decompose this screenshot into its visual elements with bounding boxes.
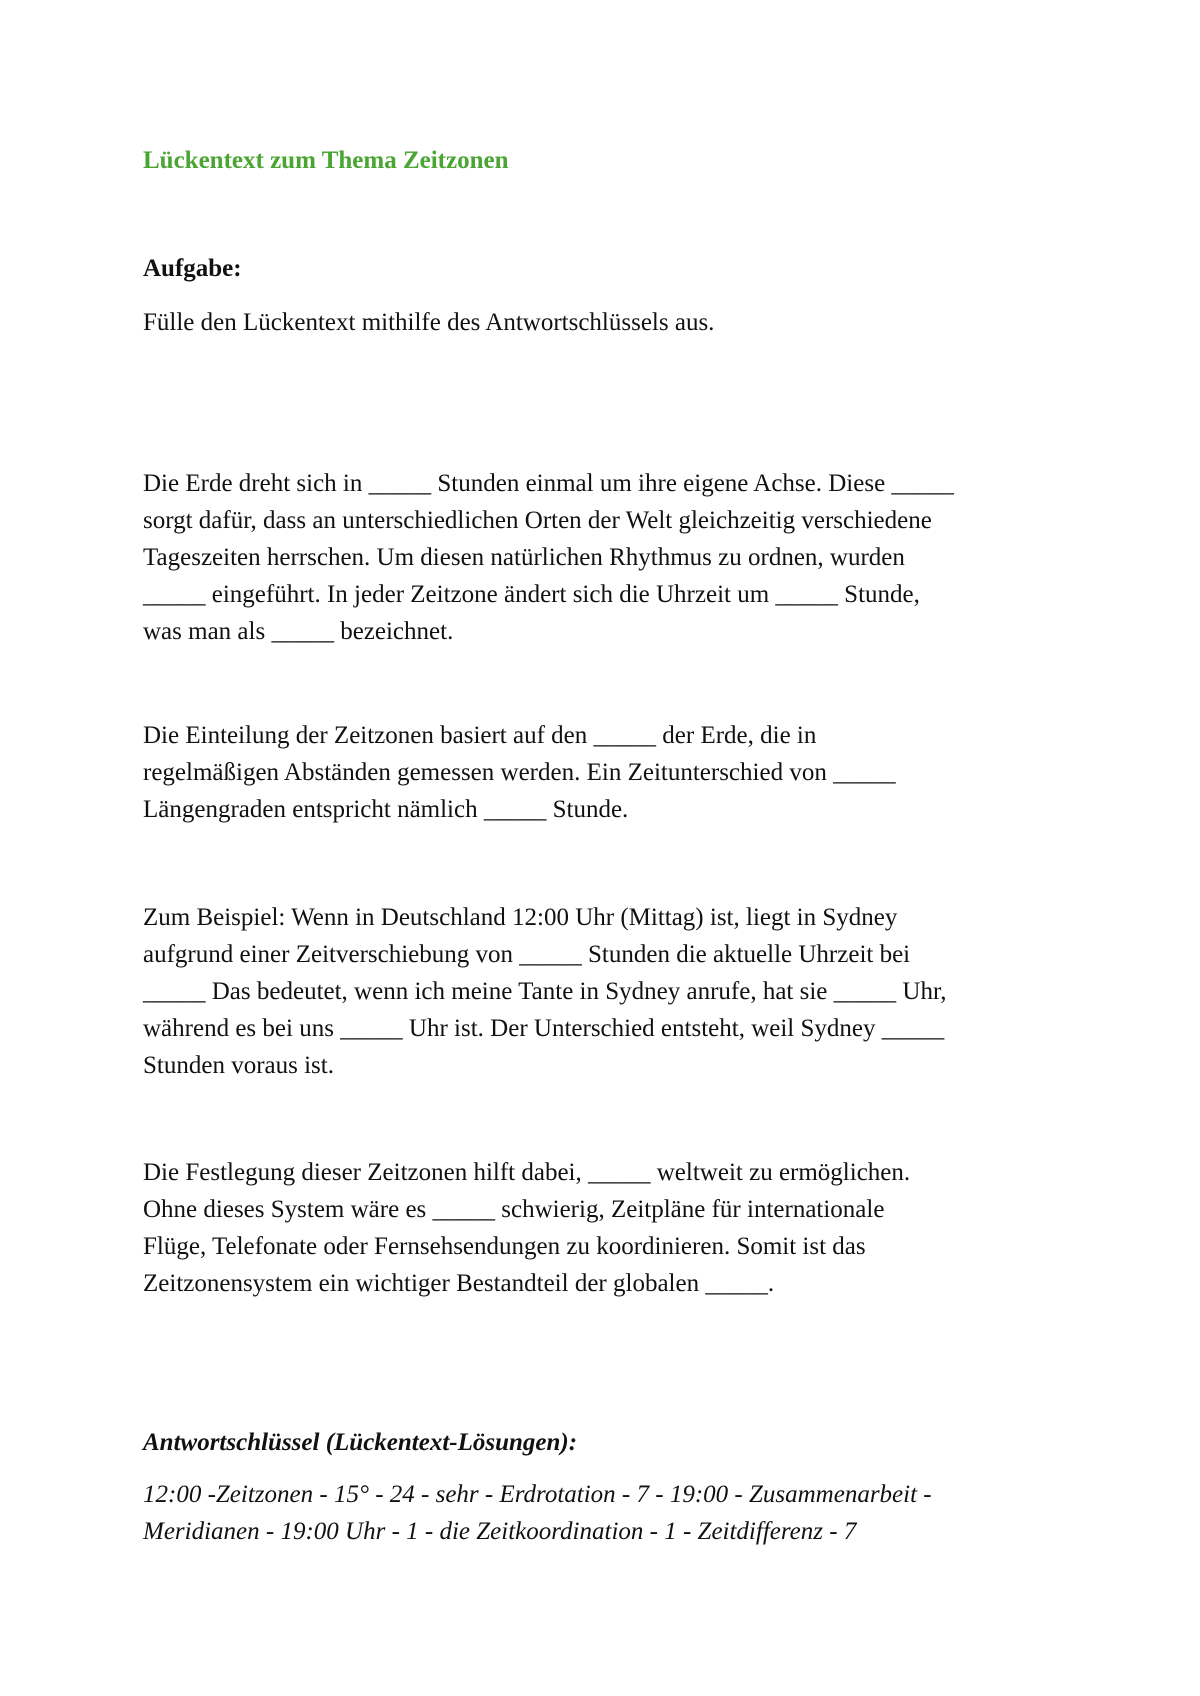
task-label: Aufgabe: bbox=[143, 255, 242, 282]
text-line: Die Einteilung der Zeitzonen basiert auf den _____ der Erde, die in bbox=[143, 722, 817, 749]
answer-key-line: 12:00 -Zeitzonen - 15° - 24 - sehr - Erdrotation - 7 - 19:00 - Zusammenarbeit - bbox=[143, 1481, 932, 1508]
text-line: _____ eingeführt. In jeder Zeitzone ändert sich die Uhrzeit um _____ Stunde, bbox=[143, 581, 920, 608]
paragraph-2 bbox=[143, 717, 896, 828]
text-line: Zeitzonensystem ein wichtiger Bestandteil der globalen _____. bbox=[143, 1270, 775, 1297]
text-line: Flüge, Telefonate oder Fernsehsendungen zu koordinieren. Somit ist das bbox=[143, 1233, 866, 1260]
text-line: Stunden voraus ist. bbox=[143, 1052, 334, 1079]
text-line: was man als _____ bezeichnet. bbox=[143, 618, 454, 645]
answer-key-heading: Antwortschlüssel (Lückentext-Lösungen): bbox=[143, 1429, 578, 1456]
text-line: sorgt dafür, dass an unterschiedlichen Orten der Welt gleichzeitig verschiedene bbox=[143, 507, 932, 534]
text-line: regelmäßigen Abständen gemessen werden. Ein Zeitunterschied von _____ bbox=[143, 759, 896, 786]
text-line: Die Festlegung dieser Zeitzonen hilft dabei, _____ weltweit zu ermöglichen. bbox=[143, 1159, 911, 1186]
text-line: Zum Beispiel: Wenn in Deutschland 12:00 Uhr (Mittag) ist, liegt in Sydney bbox=[143, 904, 898, 931]
instruction-text: Fülle den Lückentext mithilfe des Antwortschlüssels aus. bbox=[143, 309, 715, 336]
text-line: aufgrund einer Zeitverschiebung von _____ Stunden die aktuelle Uhrzeit bei bbox=[143, 941, 911, 968]
text-line: während es bei uns _____ Uhr ist. Der Unterschied entsteht, weil Sydney _____ bbox=[143, 1015, 945, 1042]
text-line: _____ Das bedeutet, wenn ich meine Tante in Sydney anrufe, hat sie _____ Uhr, bbox=[143, 978, 947, 1005]
text-line: Die Erde dreht sich in _____ Stunden einmal um ihre eigene Achse. Diese _____ bbox=[143, 470, 954, 497]
answer-key bbox=[143, 1476, 932, 1550]
paragraph-4 bbox=[143, 1154, 910, 1302]
text-line: Längengraden entspricht nämlich _____ Stunde. bbox=[143, 796, 629, 823]
text-line: Tageszeiten herrschen. Um diesen natürlichen Rhythmus zu ordnen, wurden bbox=[143, 544, 905, 571]
text-line: Ohne dieses System wäre es _____ schwierig, Zeitpläne für internationale bbox=[143, 1196, 885, 1223]
paragraph-1 bbox=[143, 465, 954, 650]
answer-key-line: Meridianen - 19:00 Uhr - 1 - die Zeitkoordination - 1 - Zeitdifferenz - 7 bbox=[143, 1518, 857, 1545]
paragraph-3 bbox=[143, 899, 947, 1084]
document-title: Lückentext zum Thema Zeitzonen bbox=[143, 147, 509, 174]
